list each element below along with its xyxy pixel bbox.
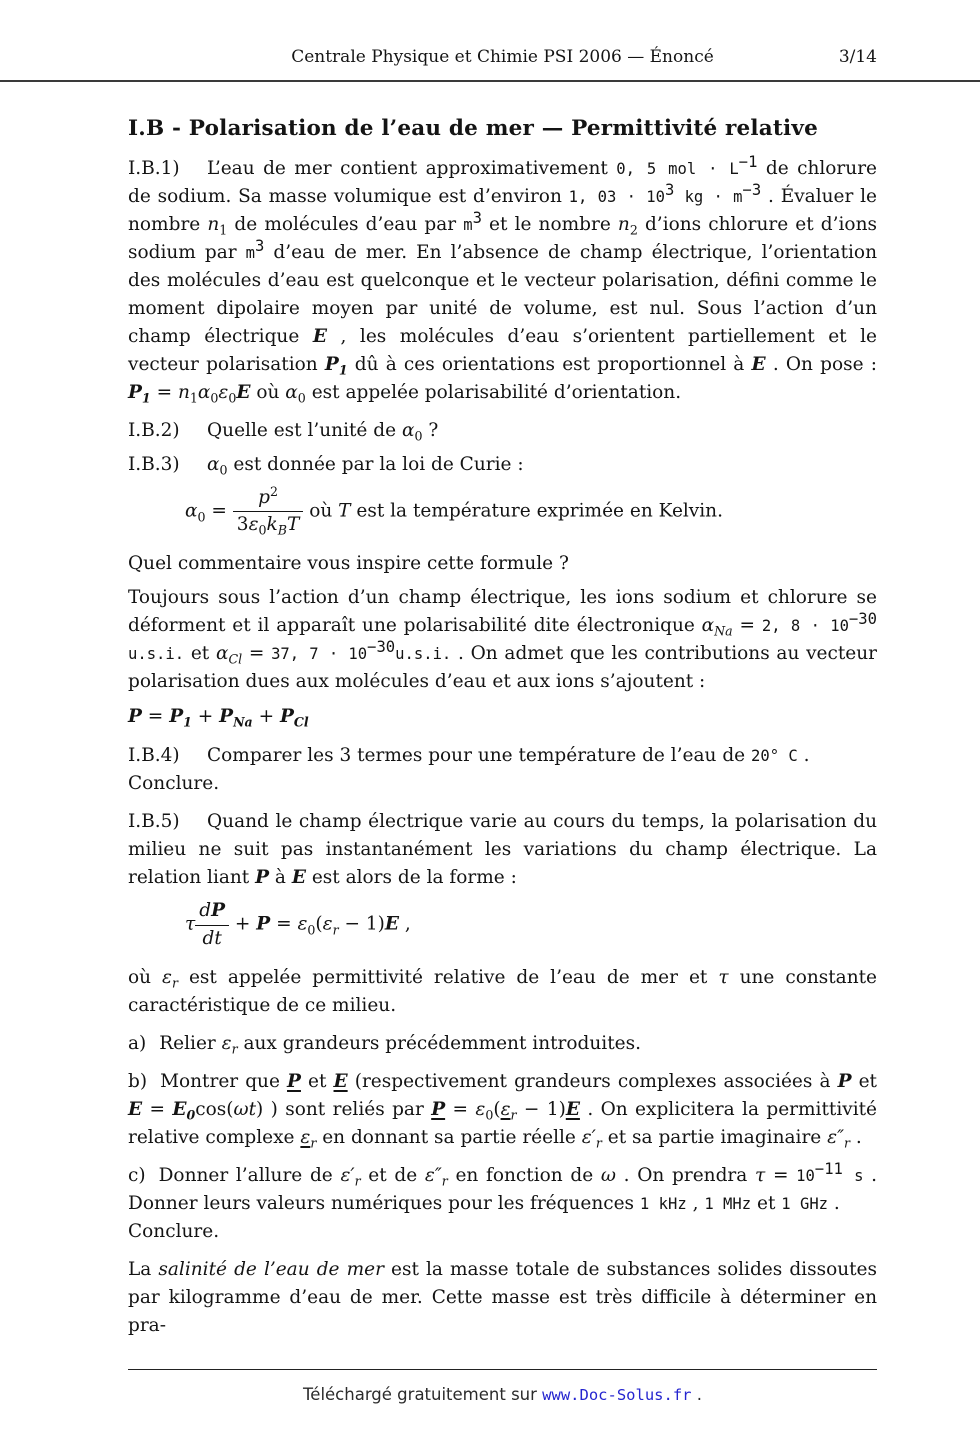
paragraph-salinity [128,1256,877,1340]
unit-token: 2, 8 · 10 [761,617,849,636]
paragraph-epsilon-definition [128,964,877,1020]
paren: ( [315,914,323,936]
text-run: dû à ces orientations est proportionnel à [347,354,752,375]
math-token: T [338,500,351,522]
text-run: Comparer les 3 termes pour une température de l’eau de [207,745,752,767]
vector-E: E [312,326,327,347]
text-run: d’eau de mer. En l’absence de champ électrique, l’orientation des molécules d’eau est quelconque et le vecteur polarisation, défini comme le moment dipolaire moyen par unité de volume, est nul. Sous l’action d’un champ électrique [128,242,877,347]
plus-sign: + [252,706,280,728]
subscript: 0 [228,390,237,406]
unit-token: 1 kHz [639,1194,687,1213]
footer-rule [128,1369,877,1370]
greek-tau: τ [718,966,729,988]
relaxation-equation [128,900,877,949]
question-label: I.B.3) [128,454,180,475]
text-run: . [828,1192,840,1214]
equals-sign: = [732,615,762,637]
complex-epsilon: ε [500,1098,511,1120]
greek-omega: ω [233,1098,249,1120]
greek-alpha: α [285,382,298,403]
subscript: r [231,1041,238,1057]
math-token: n [617,214,630,235]
question-label: I.B.5) [128,811,180,833]
paragraph-ib2 [128,417,877,445]
vector-P: P [211,900,226,922]
greek-alpha: α [401,420,415,441]
text-run: et [184,643,216,665]
equals-sign: = [242,643,272,665]
subscript: 0 [258,522,267,538]
paragraph-ib5 [128,808,877,892]
equals-sign: = [141,706,170,728]
complex-vector-E: E [333,1070,348,1092]
text-run: . [850,1126,862,1148]
vector-E: E [751,354,766,375]
math-token: − 1) [338,914,385,936]
complex-vector-P: P [431,1098,446,1120]
math-token: k [266,514,278,536]
unit-token: u.s.i. [128,645,185,664]
subscript: r [171,975,178,991]
greek-epsilon: ε [221,1032,232,1054]
text-run: Relier [159,1032,222,1054]
superscript: −30 [367,638,396,657]
fraction-denominator: dt [202,927,222,949]
subscript: Na [714,624,733,640]
vector-E0: E [172,1098,187,1120]
subscript: r [332,922,339,938]
epsilon-double-prime: ε″ [827,1126,844,1148]
text-run: L’eau de mer contient approximativement [207,158,617,179]
page-footer [128,1369,877,1404]
equals-sign: = [765,1164,797,1186]
subscript: 1 [189,390,198,406]
text-run: , les molécules d’eau s’orientent partiellement et le vecteur polarisation [128,326,877,375]
text-run: . On admet que les contributions au vecteur polarisation dues aux molécules d’eau et aux ions s’ajoutent : [128,643,878,693]
subscript: 0 [414,428,423,444]
item-label: a) [128,1032,147,1054]
superscript: −1 [738,152,758,171]
vector-E: E [236,382,251,403]
subscript: 1 [338,362,348,378]
vector-E: E [128,1098,143,1120]
text-run: où [250,382,286,403]
fraction-numerator [233,483,304,512]
curie-law-equation [128,483,877,538]
math-token: n [177,382,190,403]
comma: , [398,914,411,936]
subscript: 1 [219,222,228,238]
doc-solus-link[interactable]: www.Doc-Solus.fr [542,1386,692,1404]
vector-E: E [291,867,306,889]
fraction [233,483,304,538]
subscript: Cl [293,715,309,731]
text-run: et de [360,1164,425,1186]
paragraph-ib4 [128,742,877,798]
paren: ( [493,1098,501,1120]
greek-alpha: α [207,454,220,475]
greek-epsilon: ε [297,914,308,936]
unit-token: 10 [796,1166,815,1185]
header-title: Centrale Physique et Chimie PSI 2006 — Énoncé [291,47,714,67]
text-run: La [128,1258,159,1280]
question-label: I.B.1) [128,158,180,179]
vector-PNa: P [219,706,234,728]
paragraph-electronic-polarisability [128,584,877,696]
subscript: 2 [629,222,638,238]
paragraph-ib1 [128,152,878,407]
text-run: . Donner leurs valeurs numériques pour les fréquences [128,1164,878,1214]
vector-P: P [256,914,271,936]
subscript: r [510,1107,517,1123]
superscript: 3 [255,236,265,255]
text-run: et [300,1070,334,1092]
text-run: Quel commentaire vous inspire cette formule ? [128,553,569,575]
text-run: . On explicitera la permittivité relative complexe [128,1098,878,1148]
text-run: ? [422,420,439,441]
fraction-denominator [233,512,304,536]
text-run: Quelle est l’unité de [207,420,402,441]
subscript: 1 [183,715,192,731]
text-run: est la température exprimée en Kelvin. [350,500,723,522]
section-heading: I.B - Polarisation de l’eau de mer — Permittivité relative [128,116,818,141]
fraction [195,900,229,949]
subscript: r [595,1135,602,1151]
greek-alpha: α [185,500,198,522]
superscript: −3 [742,180,762,199]
page-header [128,0,877,71]
greek-alpha: α [701,615,715,637]
text-run: Montrer que [160,1070,288,1092]
equals-sign: = [205,500,233,522]
greek-epsilon: ε [248,514,259,536]
paragraph-question-a [128,1030,877,1058]
math-token: d [199,900,212,922]
subscript: 0 [485,1107,494,1123]
text-run: et sa partie imaginaire [601,1126,828,1148]
superscript: −11 [814,1159,843,1178]
italic-term-salinity: salinité de l’eau de mer [158,1258,384,1280]
greek-epsilon: ε [322,914,333,936]
vector-P1: P [128,382,142,403]
unit-token: u.s.i. [395,645,452,664]
superscript: 3 [472,208,482,227]
text-run: en donnant sa partie réelle [316,1126,582,1148]
text-run: est la masse totale de substances solides dissoutes par kilogramme d’eau de mer. Cette masse est très difficile à déterminer en pra- [128,1258,878,1336]
text-run: Donner l’allure de [158,1164,341,1186]
math-token: T [286,514,300,536]
math-token: p [258,487,270,508]
question-label: I.B.2) [128,420,180,441]
greek-tau: τ [185,914,196,936]
text-run: Conclure. [128,1220,220,1242]
epsilon-prime: ε′ [340,1164,355,1186]
fraction-numerator [195,900,229,925]
subscript: 0 [197,509,206,525]
superscript: 3 [664,180,675,199]
subscript: 0 [297,390,306,406]
complex-vector-P: P [287,1070,301,1092]
subscript: B [277,522,287,538]
equals-sign: = [150,382,178,403]
text-run: est appelée polarisabilité d’orientation. [305,382,682,403]
unit-token: m [463,216,473,234]
subscript: 0 [210,390,219,406]
subscript: r [441,1173,448,1189]
text-run: . On prendra [615,1164,755,1186]
text-run: (respectivement grandeurs complexes associées à [347,1070,838,1092]
subscript: r [843,1135,850,1151]
greek-epsilon: ε [218,382,229,403]
text-run: une constante caractéristique de ce milieu. [128,966,877,1016]
text-run: en fonction de [447,1164,601,1186]
vector-P: P [128,706,142,728]
greek-tau: τ [755,1164,766,1186]
page-number: 3/14 [838,47,877,67]
math-token: − 1) [516,1098,566,1120]
equals-sign: = [270,914,298,936]
text-run: et le nombre [481,214,618,235]
text-run: de molécules d’eau par [227,214,464,235]
item-label: c) [128,1164,146,1186]
equals-sign: = [445,1098,476,1120]
unit-token: 0, 5 mol · L [616,160,739,178]
text-run: . On pose : [765,354,878,375]
unit-token: 1 GHz [781,1194,829,1213]
math-token: n [207,214,220,235]
subscript: 0 [307,922,316,938]
math-token: t [248,1098,257,1120]
subscript: 1 [141,390,151,406]
footer-label: Téléchargé gratuitement sur [303,1385,543,1404]
greek-alpha: α [197,382,211,403]
text-run: à [269,867,292,889]
paragraph-question-b [128,1068,877,1152]
text-run: Toujours sous l’action d’un champ électrique, les ions sodium et chlorure se déforment et il apparaît une polarisabilité dite électronique [128,587,877,637]
text-run: et [751,1192,782,1214]
vector-E: E [384,914,399,936]
text-run: de chlorure de sodium. Sa masse volumique est d’environ [128,158,877,207]
item-label: b) [128,1070,148,1092]
vector-P: P [837,1070,852,1092]
greek-alpha: α [215,643,229,665]
text-run: est appelée permittivité relative de l’eau de mer et [178,966,719,988]
text-run: . Évaluer le nombre [128,186,877,235]
equals-sign: = [142,1098,173,1120]
text-block [128,116,877,1340]
epsilon-prime: ε′ [581,1126,596,1148]
complex-epsilon: ε [300,1126,311,1148]
subscript: Na [233,715,253,731]
paragraph-ib3 [128,451,877,479]
unit-token: 1, 03 · 10 [568,188,665,206]
vector-P1: P [169,706,184,728]
text-run: aux grandeurs précédemment introduites. [237,1032,641,1054]
superscript: 2 [269,483,278,499]
superscript: −30 [848,610,878,629]
header-rule [0,80,980,82]
vector-PCl: P [279,706,294,728]
plus-sign: + [229,914,257,936]
subscript: 0 [186,1107,196,1123]
footer-text [128,1385,877,1404]
text-run: , [686,1192,705,1214]
footer-suffix: . [691,1385,702,1404]
paragraph-question-c [128,1159,878,1246]
cos-function: cos( [195,1098,234,1120]
text-run: . [797,745,810,767]
greek-omega: ω [600,1164,616,1186]
unit-token: kg · m [674,188,743,206]
epsilon-double-prime: ε″ [424,1164,442,1186]
complex-vector-E: E [565,1098,580,1120]
unit-token: m [245,244,256,262]
subscript: r [354,1173,361,1189]
question-label: I.B.4) [128,745,180,767]
greek-epsilon: ε [475,1098,486,1120]
polarisation-sum-equation [128,702,877,732]
unit-token: s [842,1166,864,1185]
text-run: d’ions chlorure et d’ions sodium par [128,214,877,263]
text-run: ) ) sont reliés par [256,1098,432,1120]
text-run: est alors de la forme : [305,867,517,889]
subscript: Cl [228,652,243,668]
plus-sign: + [191,706,220,728]
vector-P: P [255,867,270,889]
subscript: 0 [219,462,228,478]
paragraph-comment [128,550,877,578]
unit-token: 20° C [751,747,798,766]
text-run: et [851,1070,877,1092]
text-run: Quand le champ électrique varie au cours du temps, la polarisation du milieu ne suit pas instantanément les variations du champ électrique. La relation liant [128,811,877,889]
unit-token: 1 MHz [704,1194,752,1213]
math-token: 3 [236,514,249,536]
unit-token: 37, 7 · 10 [271,645,368,664]
greek-epsilon: ε [162,966,172,988]
subscript: r [310,1135,317,1151]
vector-P1: P [324,354,339,375]
text-run: Conclure. [128,773,220,795]
text-run: où [303,500,339,522]
text-run: où [128,966,163,988]
text-run: est donnée par la loi de Curie : [227,454,524,475]
